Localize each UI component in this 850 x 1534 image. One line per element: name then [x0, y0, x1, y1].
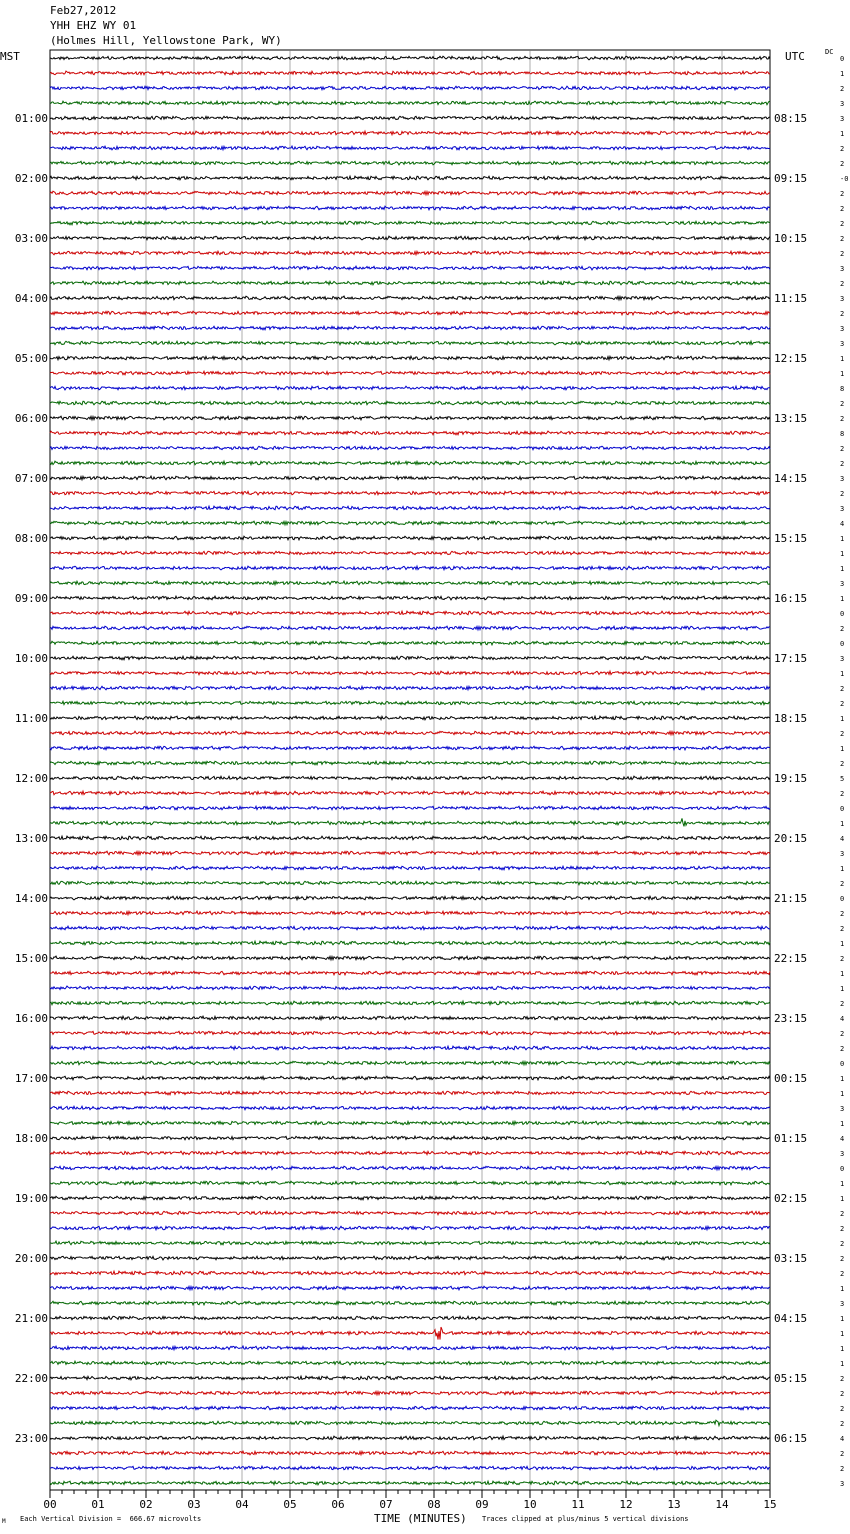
x-tick-label: 00: [43, 1498, 57, 1511]
dc-offset-value: 2: [840, 1405, 845, 1413]
dc-offset-value: 2: [840, 1375, 845, 1383]
seismic-trace: [50, 356, 770, 360]
seismic-trace: [50, 131, 770, 135]
dc-offset-value: 2: [840, 760, 845, 768]
dc-offset-value: 3: [840, 505, 845, 513]
dc-offset-value: 1: [840, 1195, 845, 1203]
hour-label-mst: 02:00: [14, 172, 48, 185]
clipping-note: Traces clipped at plus/minus 5 vertical divisions: [482, 1515, 689, 1523]
dc-offset-value: 2: [840, 490, 845, 498]
dc-offset-value: 2: [840, 160, 845, 168]
seismic-trace: [50, 956, 770, 960]
dc-offset-value: 2: [840, 790, 845, 798]
hour-label-mst: 11:00: [14, 712, 48, 725]
dc-offset-value: 2: [840, 460, 845, 468]
x-tick-label: 10: [523, 1498, 537, 1511]
seismic-trace: [50, 1016, 770, 1020]
seismic-trace: [50, 371, 770, 375]
dc-offset-value: 3: [840, 295, 845, 303]
x-tick-label: 13: [667, 1498, 681, 1511]
dc-offset-value: 8: [840, 430, 845, 438]
seismic-trace: [50, 521, 770, 525]
dc-offset-value: 1: [840, 355, 845, 363]
seismic-trace: [50, 506, 770, 510]
hour-label-mst: 19:00: [14, 1192, 48, 1205]
dc-offset-value: 2: [840, 1225, 845, 1233]
seismic-trace: [50, 641, 770, 645]
dc-offset-value: 3: [840, 325, 845, 333]
seismic-trace: [50, 671, 770, 675]
dc-offset-value: 2: [840, 250, 845, 258]
hour-label-utc: 13:15: [774, 412, 808, 425]
dc-offset-value: 1: [840, 1360, 845, 1368]
seismic-trace: [50, 1226, 770, 1230]
hour-label-mst: 22:00: [14, 1372, 48, 1385]
hour-label-mst: 06:00: [14, 412, 48, 425]
x-tick-label: 05: [283, 1498, 297, 1511]
dc-offset-value: 2: [840, 685, 845, 693]
dc-offset-value: 0: [840, 1060, 845, 1068]
dc-offset-value: 2: [840, 1270, 845, 1278]
dc-offset-value: 1: [840, 370, 845, 378]
dc-offset-value: 4: [840, 520, 845, 528]
dc-offset-value: 4: [840, 835, 845, 843]
seismic-trace: [50, 986, 770, 990]
dc-offset-value: 4: [840, 1015, 845, 1023]
seismic-trace: [50, 1420, 770, 1425]
seismic-trace: [50, 1316, 770, 1320]
seismic-trace: [50, 1121, 770, 1125]
dc-offset-value: 2: [840, 145, 845, 153]
seismic-trace: [50, 71, 770, 75]
seismic-trace: [50, 251, 770, 255]
seismic-trace: [50, 851, 770, 855]
seismic-trace: [50, 311, 770, 315]
seismic-trace: [50, 941, 770, 945]
dc-offset-value: 0: [840, 640, 845, 648]
hour-label-mst: 23:00: [14, 1432, 48, 1445]
dc-offset-value: 1: [840, 970, 845, 978]
x-axis-title: TIME (MINUTES): [374, 1512, 467, 1525]
dc-offset-value: 5: [840, 775, 845, 783]
hour-label-mst: 17:00: [14, 1072, 48, 1085]
x-tick-label: 03: [187, 1498, 201, 1511]
hour-label-utc: 20:15: [774, 832, 808, 845]
x-tick-label: 12: [619, 1498, 633, 1511]
hour-label-utc: 03:15: [774, 1252, 808, 1265]
seismic-trace: [50, 221, 770, 225]
x-tick-label: 09: [475, 1498, 489, 1511]
hour-label-utc: 00:15: [774, 1072, 808, 1085]
seismic-trace: [50, 1451, 770, 1455]
hour-label-utc: 11:15: [774, 292, 808, 305]
seismic-trace: [50, 86, 770, 90]
seismic-trace: [50, 236, 770, 240]
seismic-trace: [50, 656, 770, 660]
dc-offset-value: 4: [840, 1135, 845, 1143]
seismic-trace: [50, 1211, 770, 1215]
seismic-trace: [50, 686, 770, 690]
hour-label-utc: 02:15: [774, 1192, 808, 1205]
hour-label-mst: 21:00: [14, 1312, 48, 1325]
seismic-trace: [50, 1181, 770, 1185]
hour-label-utc: 18:15: [774, 712, 808, 725]
hour-label-mst: 20:00: [14, 1252, 48, 1265]
seismic-trace: [50, 581, 770, 585]
seismic-trace: [50, 1346, 770, 1350]
dc-offset-value: 2: [840, 1030, 845, 1038]
dc-offset-value: 3: [840, 1105, 845, 1113]
x-tick-label: 14: [715, 1498, 729, 1511]
dc-offset-value: 3: [840, 1480, 845, 1488]
station-location: (Holmes Hill, Yellowstone Park, WY): [50, 34, 282, 47]
dc-offset-value: 0: [840, 805, 845, 813]
seismic-trace: [50, 701, 770, 705]
hour-label-mst: 15:00: [14, 952, 48, 965]
seismic-trace: [50, 326, 770, 330]
dc-offset-value: 2: [840, 625, 845, 633]
x-tick-label: 04: [235, 1498, 249, 1511]
dc-offset-value: 1: [840, 565, 845, 573]
dc-offset-value: 2: [840, 400, 845, 408]
seismic-trace: [50, 266, 770, 270]
dc-offset-value: 2: [840, 280, 845, 288]
seismic-trace: [50, 281, 770, 285]
hour-label-utc: 19:15: [774, 772, 808, 785]
dc-offset-value: 2: [840, 205, 845, 213]
dc-offset-value: 1: [840, 745, 845, 753]
dc-offset-value: 2: [840, 235, 845, 243]
dc-offset-value: 3: [840, 655, 845, 663]
seismic-trace: [50, 1376, 770, 1380]
dc-offset-value: 2: [840, 700, 845, 708]
dc-offset-value: 3: [840, 1300, 845, 1308]
dc-offset-value: 2: [840, 730, 845, 738]
seismic-trace: [50, 446, 770, 450]
seismic-trace: [50, 776, 770, 780]
dc-offset-value: 1: [840, 865, 845, 873]
seismic-trace: [50, 1241, 770, 1245]
seismic-trace: [50, 926, 770, 930]
dc-offset-value: 2: [840, 1420, 845, 1428]
dc-offset-value: 1: [840, 940, 845, 948]
seismic-trace: [50, 176, 770, 180]
seismic-trace: [50, 818, 770, 826]
dc-offset-value: 1: [840, 130, 845, 138]
seismic-trace: [50, 1136, 770, 1140]
x-tick-label: 07: [379, 1498, 393, 1511]
dc-offset-value: 2: [840, 880, 845, 888]
dc-offset-value: 1: [840, 1090, 845, 1098]
dc-offset-value: 1: [840, 1075, 845, 1083]
seismic-trace: [50, 866, 770, 870]
hour-label-utc: 16:15: [774, 592, 808, 605]
dc-offset-value: 1: [840, 1345, 845, 1353]
hour-label-mst: 05:00: [14, 352, 48, 365]
dc-offset-value: 2: [840, 1255, 845, 1263]
seismic-trace: [50, 1046, 770, 1050]
hour-label-mst: 14:00: [14, 892, 48, 905]
dc-offset-value: 0: [840, 895, 845, 903]
seismic-trace: [50, 1466, 770, 1470]
dc-offset-value: 2: [840, 1390, 845, 1398]
seismic-trace: [50, 836, 770, 840]
seismic-trace: [50, 896, 770, 900]
dc-column-label: DC: [825, 48, 834, 56]
dc-offset-value: 1: [840, 985, 845, 993]
record-date: Feb27,2012: [50, 4, 117, 17]
dc-offset-value: 1: [840, 70, 845, 78]
dc-offset-value: 2: [840, 1210, 845, 1218]
station-code: YHH EHZ WY 01: [50, 19, 137, 32]
dc-offset-value: 0: [840, 1165, 845, 1173]
hour-label-mst: 16:00: [14, 1012, 48, 1025]
seismic-trace: [50, 1001, 770, 1005]
hour-label-utc: 23:15: [774, 1012, 808, 1025]
hour-label-utc: 17:15: [774, 652, 808, 665]
seismic-trace: [50, 596, 770, 600]
seismic-trace: [50, 1166, 770, 1170]
seismic-trace: [50, 806, 770, 810]
dc-offset-value: 2: [840, 190, 845, 198]
hour-label-mst: 04:00: [14, 292, 48, 305]
seismic-trace: [50, 401, 770, 405]
dc-offset-value: 3: [840, 850, 845, 858]
dc-offset-value: 3: [840, 265, 845, 273]
dc-offset-value: 0: [840, 55, 845, 63]
seismic-trace: [50, 116, 770, 120]
seismic-trace: [50, 476, 770, 480]
seismic-trace: [50, 1301, 770, 1305]
seismic-trace: [50, 431, 770, 435]
hour-label-utc: 09:15: [774, 172, 808, 185]
hour-label-utc: 04:15: [774, 1312, 808, 1325]
x-tick-label: 06: [331, 1498, 345, 1511]
hour-label-utc: 15:15: [774, 532, 808, 545]
seismic-trace: [50, 716, 770, 720]
dc-offset-value: 2: [840, 445, 845, 453]
dc-offset-value: 2: [840, 310, 845, 318]
hour-label-mst: 18:00: [14, 1132, 48, 1145]
x-tick-label: 08: [427, 1498, 441, 1511]
seismic-trace: [50, 101, 770, 105]
hour-label-utc: 21:15: [774, 892, 808, 905]
seismic-trace: [50, 911, 770, 915]
footer-mark: M: [2, 1518, 6, 1525]
dc-offset-value: 2: [840, 955, 845, 963]
seismic-trace: [50, 491, 770, 495]
seismic-trace: [50, 1271, 770, 1275]
seismic-trace: [50, 386, 770, 390]
dc-offset-value: 1: [840, 1180, 845, 1188]
dc-offset-value: 2: [840, 85, 845, 93]
hour-label-mst: 03:00: [14, 232, 48, 245]
seismic-trace: [50, 1361, 770, 1365]
vertical-scale-note: Each Vertical Division = 666.67 microvolts: [20, 1515, 202, 1523]
seismic-trace: [50, 536, 770, 540]
seismic-trace: [50, 761, 770, 765]
x-tick-label: 02: [139, 1498, 153, 1511]
seismic-trace: [50, 881, 770, 885]
dc-offset-value: 1: [840, 1120, 845, 1128]
dc-offset-value: 3: [840, 100, 845, 108]
seismic-trace: [50, 1076, 770, 1080]
hour-label-mst: 09:00: [14, 592, 48, 605]
seismic-trace: [50, 971, 770, 975]
dc-offset-value: 3: [840, 340, 845, 348]
hour-label-utc: 01:15: [774, 1132, 808, 1145]
dc-offset-value: -0: [840, 175, 849, 183]
hour-label-utc: 14:15: [774, 472, 808, 485]
dc-offset-value: 3: [840, 1150, 845, 1158]
seismic-trace: [50, 161, 770, 165]
seismic-trace: [50, 791, 770, 795]
dc-offset-value: 2: [840, 415, 845, 423]
seismic-trace: [50, 461, 770, 465]
right-timezone-label: UTC: [785, 50, 805, 63]
dc-offset-value: 3: [840, 580, 845, 588]
hour-label-mst: 13:00: [14, 832, 48, 845]
dc-offset-value: 3: [840, 475, 845, 483]
seismic-trace: [50, 551, 770, 554]
dc-offset-value: 1: [840, 595, 845, 603]
seismic-trace: [50, 191, 770, 195]
dc-offset-value: 1: [840, 670, 845, 678]
x-tick-label: 01: [91, 1498, 105, 1511]
dc-offset-value: 1: [840, 1330, 845, 1338]
seismic-trace: [50, 1327, 770, 1340]
dc-offset-value: 4: [840, 1435, 845, 1443]
hour-label-utc: 10:15: [774, 232, 808, 245]
dc-offset-value: 2: [840, 1450, 845, 1458]
hour-label-mst: 07:00: [14, 472, 48, 485]
seismic-trace: [50, 731, 770, 735]
dc-offset-value: 0: [840, 610, 845, 618]
dc-offset-value: 2: [840, 925, 845, 933]
seismic-trace: [50, 1436, 770, 1440]
left-timezone-label: MST: [0, 50, 20, 63]
hour-label-mst: 12:00: [14, 772, 48, 785]
seismic-trace: [50, 1406, 770, 1410]
hour-label-utc: 12:15: [774, 352, 808, 365]
seismic-trace: [50, 1286, 770, 1290]
seismic-trace: [50, 1106, 770, 1110]
dc-offset-value: 1: [840, 820, 845, 828]
seismic-trace: [50, 296, 770, 300]
seismic-trace: [50, 416, 770, 420]
seismic-trace: [50, 566, 770, 570]
seismic-trace: [50, 1391, 770, 1395]
dc-offset-value: 2: [840, 1240, 845, 1248]
dc-offset-value: 2: [840, 1465, 845, 1473]
seismic-trace: [50, 1481, 770, 1485]
seismic-trace: [50, 1256, 770, 1260]
seismic-trace: [50, 341, 770, 345]
seismic-trace: [50, 56, 770, 60]
dc-offset-value: 1: [840, 550, 845, 558]
hour-label-utc: 06:15: [774, 1432, 808, 1445]
dc-offset-value: 1: [840, 535, 845, 543]
dc-offset-value: 2: [840, 1000, 845, 1008]
dc-offset-value: 1: [840, 715, 845, 723]
dc-offset-value: 1: [840, 1285, 845, 1293]
seismic-trace: [50, 1151, 770, 1155]
x-tick-label: 15: [763, 1498, 777, 1511]
hour-label-utc: 22:15: [774, 952, 808, 965]
hour-label-mst: 10:00: [14, 652, 48, 665]
dc-offset-value: 2: [840, 1045, 845, 1053]
hour-label-utc: 05:15: [774, 1372, 808, 1385]
seismic-trace: [50, 146, 770, 150]
dc-offset-value: 2: [840, 220, 845, 228]
seismic-trace: [50, 206, 770, 210]
seismic-trace: [50, 1031, 770, 1035]
dc-offset-value: 3: [840, 115, 845, 123]
seismic-trace: [50, 746, 770, 750]
seismic-trace: [50, 1196, 770, 1200]
hour-label-mst: 08:00: [14, 532, 48, 545]
seismic-trace: [50, 626, 770, 630]
x-tick-label: 11: [571, 1498, 585, 1511]
seismic-trace: [50, 1061, 770, 1065]
seismic-trace: [50, 1091, 770, 1095]
hour-label-utc: 08:15: [774, 112, 808, 125]
dc-offset-value: 2: [840, 910, 845, 918]
dc-offset-value: 1: [840, 1315, 845, 1323]
dc-offset-value: 8: [840, 385, 845, 393]
hour-label-mst: 01:00: [14, 112, 48, 125]
seismic-trace: [50, 611, 770, 615]
